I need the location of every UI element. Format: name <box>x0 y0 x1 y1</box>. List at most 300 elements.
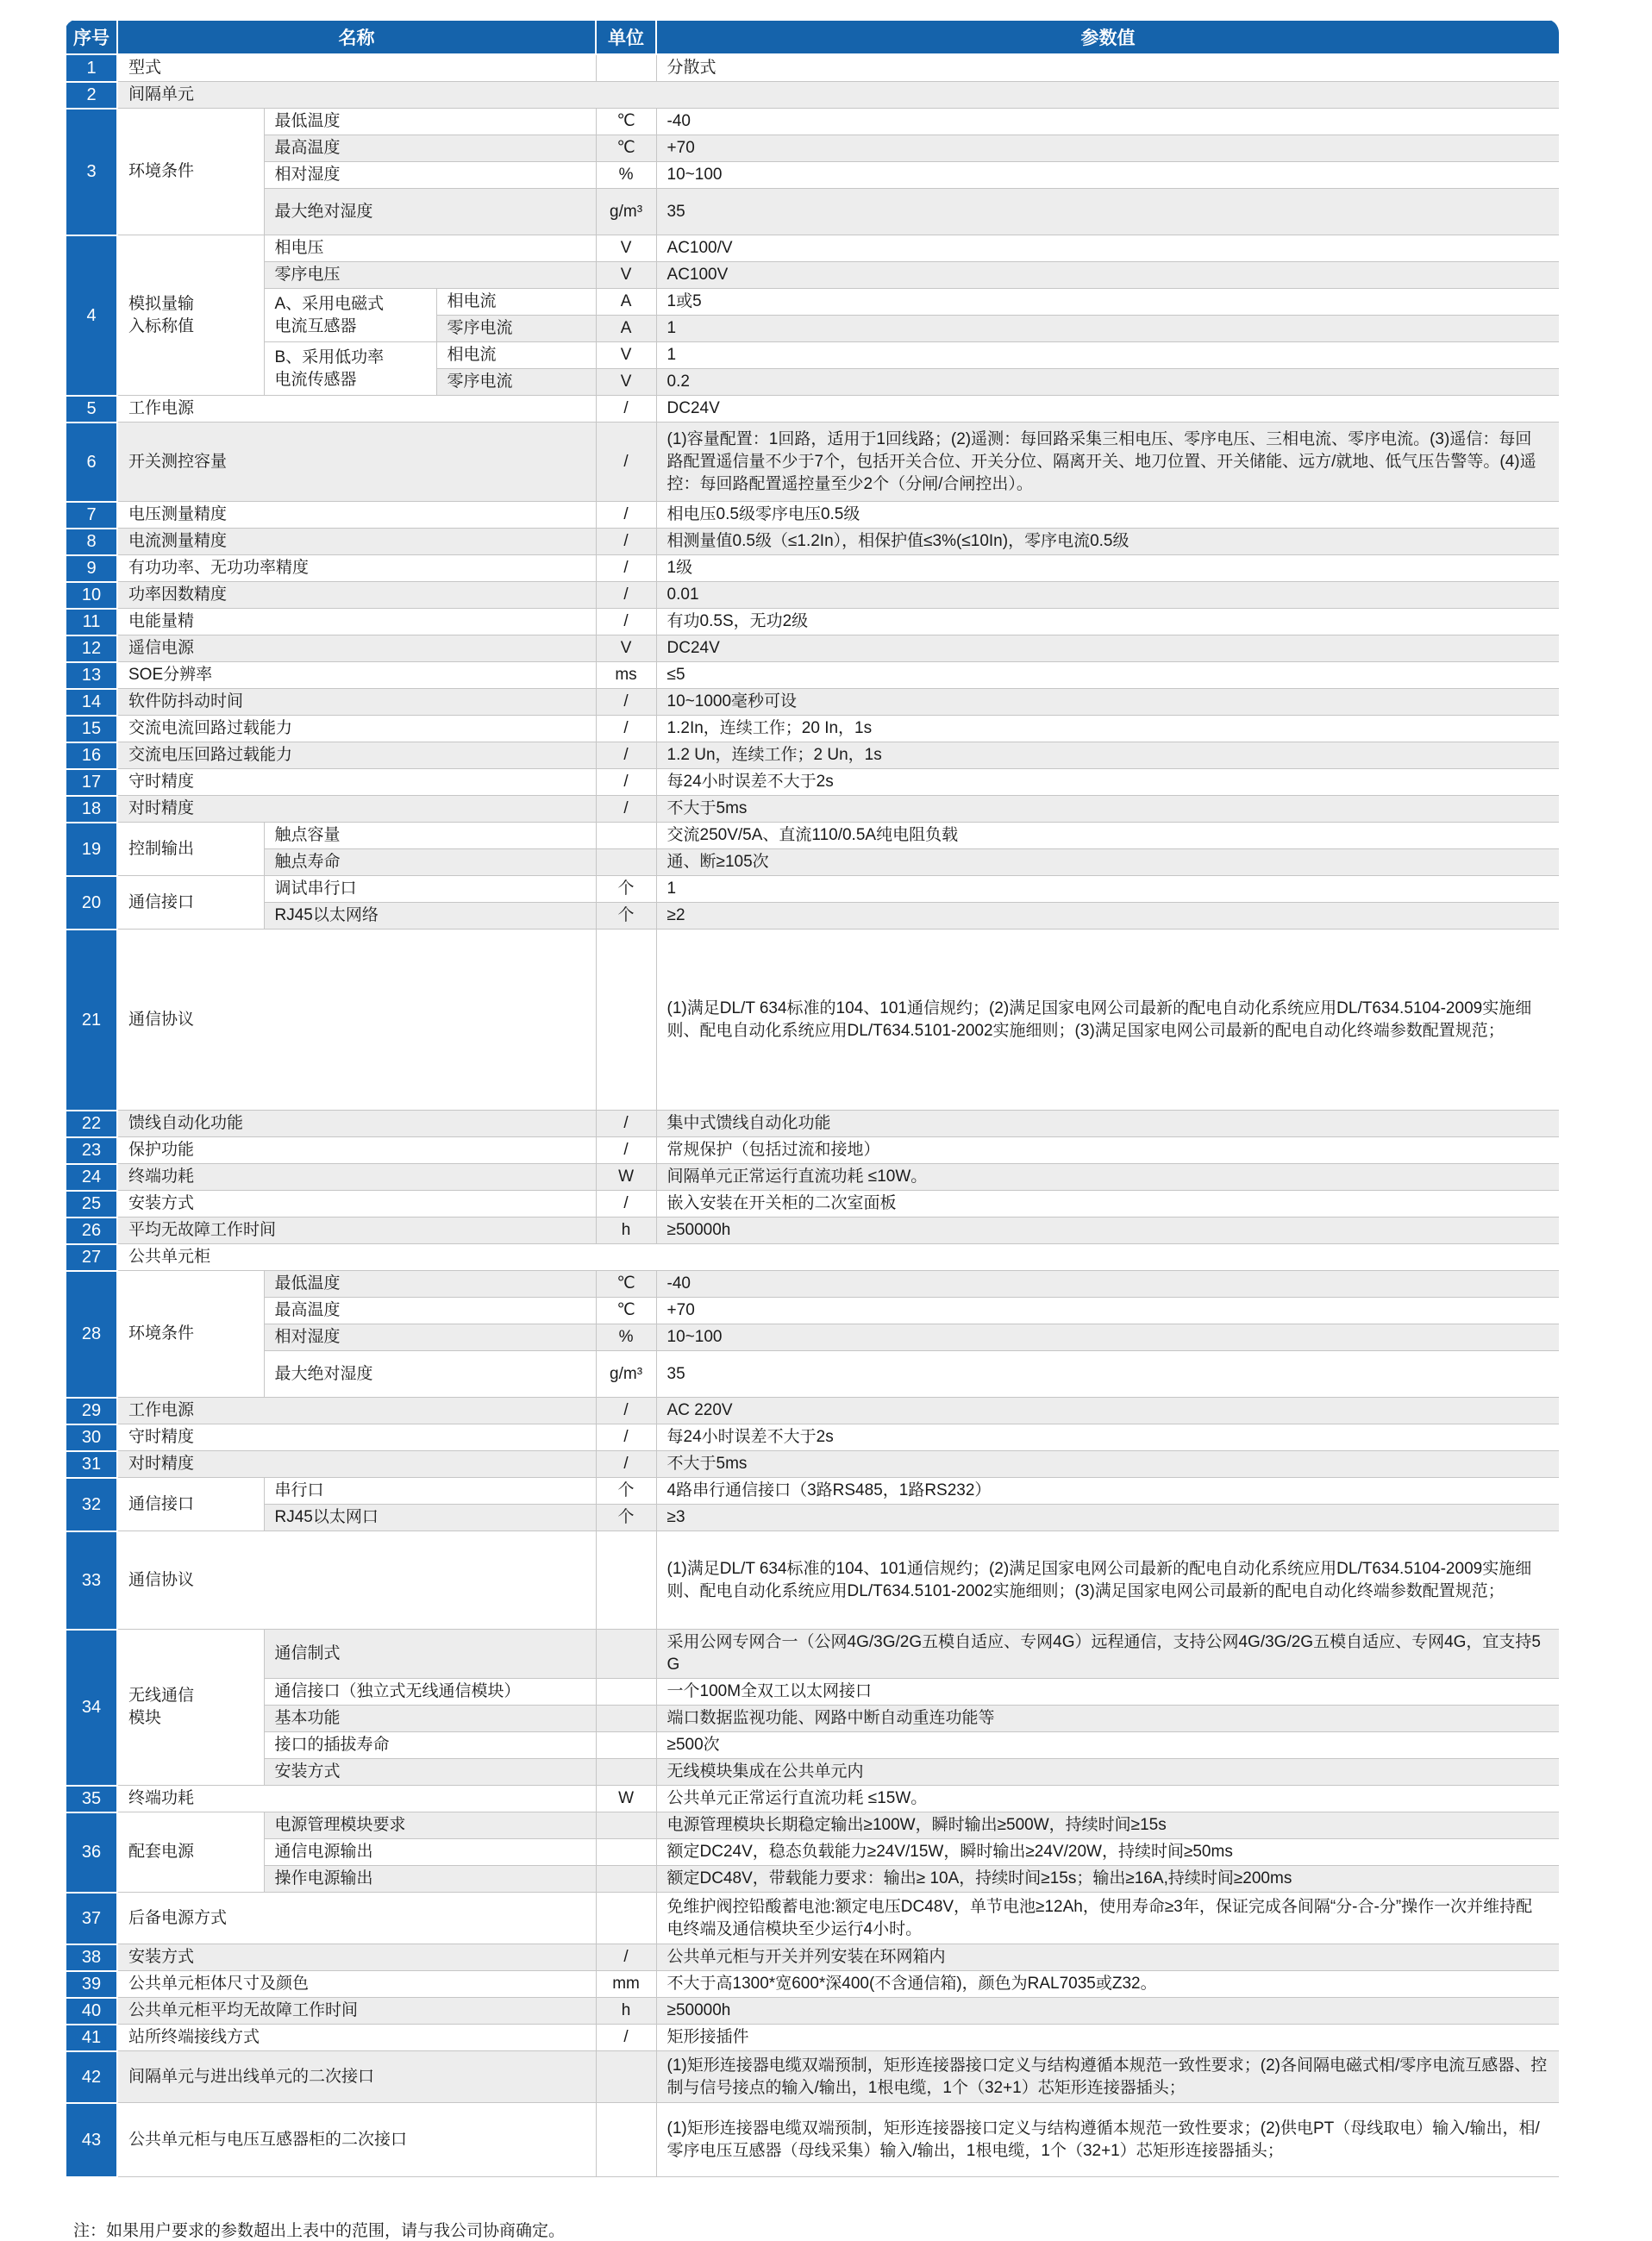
table-row <box>66 609 1559 635</box>
unit-cell: / <box>596 1111 656 1137</box>
row-number-cell: 32 <box>66 1478 117 1531</box>
unit-cell <box>596 2051 656 2103</box>
value-cell: ≥50000h <box>656 1998 1559 2025</box>
unit-cell: / <box>596 1191 656 1218</box>
name-group-cell: SOE分辨率 <box>117 662 596 689</box>
unit-cell: 个 <box>596 1478 656 1505</box>
row-number-cell: 21 <box>66 930 117 1111</box>
table-row <box>66 1478 1559 1505</box>
unit-cell <box>596 1630 656 1679</box>
unit-cell <box>596 1706 656 1732</box>
name-sub-cell: 通信制式 <box>264 1630 596 1679</box>
row-number-cell: 31 <box>66 1451 117 1478</box>
name-sub-cell: 相对湿度 <box>264 1324 596 1351</box>
value-cell: (1)矩形连接器电缆双端预制，矩形连接器接口定义与结构遵循本规范一致性要求；(2)供电PT（母线取电）输入/输出，相/零序电压互感器（母线采集）输入/输出，1根电缆，1个（32+1）芯矩形连接器插头； <box>656 2103 1559 2177</box>
row-number-cell: 42 <box>66 2051 117 2103</box>
name-group-cell: 守时精度 <box>117 1424 596 1451</box>
unit-cell: W <box>596 1786 656 1812</box>
unit-cell: mm <box>596 1971 656 1998</box>
unit-cell: / <box>596 1424 656 1451</box>
table-row <box>66 876 1559 903</box>
value-cell: (1)满足DL/T 634标准的104、101通信规约；(2)满足国家电网公司最新的配电自动化系统应用DL/T634.5104-2009实施细则、配电自动化系统应用DL/T634.5101-2002实施细则；(3)满足国家电网公司最新的配电自动化终端参数配置规范； <box>656 930 1559 1111</box>
table-row <box>66 1971 1559 1998</box>
row-number-cell: 22 <box>66 1111 117 1137</box>
name-sub-cell: RJ45以太网络 <box>264 903 596 930</box>
name-group-cell: 模拟量输入标称值 <box>117 235 264 396</box>
name-group-cell: 交流电压回路过载能力 <box>117 742 596 769</box>
table-row <box>66 635 1559 662</box>
unit-cell: / <box>596 796 656 823</box>
name-sub-cell: 最低温度 <box>264 109 596 135</box>
table-row <box>66 1244 1559 1271</box>
name-sub-cell: B、采用低功率电流传感器 <box>264 342 436 396</box>
unit-cell: ℃ <box>596 109 656 135</box>
value-cell: 10~100 <box>656 1324 1559 1351</box>
unit-cell: V <box>596 369 656 396</box>
value-cell: 1 <box>656 342 1559 369</box>
unit-cell: / <box>596 396 656 423</box>
row-number-cell: 25 <box>66 1191 117 1218</box>
table-row <box>66 235 1559 262</box>
name-group-cell: 保护功能 <box>117 1137 596 1164</box>
table-row <box>66 1759 1559 1786</box>
row-number-cell: 18 <box>66 796 117 823</box>
row-number-cell: 27 <box>66 1244 117 1271</box>
header-col-name: 名称 <box>117 20 596 54</box>
table-row <box>66 1398 1559 1424</box>
unit-cell: / <box>596 742 656 769</box>
table-row <box>66 1839 1559 1866</box>
name-sub-cell: 零序电压 <box>264 262 596 289</box>
value-cell: ≥500次 <box>656 1732 1559 1759</box>
value-cell: -40 <box>656 1271 1559 1298</box>
unit-cell: / <box>596 582 656 609</box>
unit-cell: / <box>596 1398 656 1424</box>
value-cell: 额定DC48V，带载能力要求：输出≥ 10A，持续时间≥15s；输出≥16A,持续时间≥200ms <box>656 1866 1559 1893</box>
unit-cell: V <box>596 635 656 662</box>
value-cell: 矩形接插件 <box>656 2025 1559 2051</box>
value-cell: 嵌入安装在开关柜的二次室面板 <box>656 1191 1559 1218</box>
header-col-index: 序号 <box>66 20 117 54</box>
unit-cell: ms <box>596 662 656 689</box>
unit-cell: 个 <box>596 1505 656 1531</box>
value-cell: 1.2 Un，连续工作；2 Un，1s <box>656 742 1559 769</box>
name-group-cell: 公共单元柜与电压互感器柜的二次接口 <box>117 2103 596 2177</box>
value-cell: 0.2 <box>656 369 1559 396</box>
value-cell: 10~100 <box>656 162 1559 189</box>
unit-cell <box>596 2103 656 2177</box>
table-row <box>66 162 1559 189</box>
name-group-cell: 馈线自动化功能 <box>117 1111 596 1137</box>
value-cell: +70 <box>656 135 1559 162</box>
name-group-cell: 交流电流回路过载能力 <box>117 716 596 742</box>
table-header-row <box>66 20 1559 54</box>
unit-cell: / <box>596 1944 656 1971</box>
unit-cell <box>596 54 656 82</box>
value-cell: ≥2 <box>656 903 1559 930</box>
unit-cell: % <box>596 162 656 189</box>
table-row <box>66 662 1559 689</box>
table-container <box>65 19 1559 2178</box>
name-group-cell: 后备电源方式 <box>117 1893 596 1944</box>
value-cell: 4路串行通信接口（3路RS485，1路RS232） <box>656 1478 1559 1505</box>
name-group-cell: 安装方式 <box>117 1191 596 1218</box>
header-col-value: 参数值 <box>656 20 1559 54</box>
name-subsub-cell: 零序电流 <box>436 369 596 396</box>
name-subsub-cell: 零序电流 <box>436 316 596 342</box>
value-cell: 相电压0.5级零序电压0.5级 <box>656 502 1559 529</box>
value-cell: 1 <box>656 316 1559 342</box>
row-number-cell: 17 <box>66 769 117 796</box>
row-number-cell: 1 <box>66 54 117 82</box>
value-cell: 公共单元正常运行直流功耗 ≤15W。 <box>656 1786 1559 1812</box>
table-row <box>66 396 1559 423</box>
unit-cell: h <box>596 1998 656 2025</box>
table-row <box>66 1218 1559 1244</box>
name-subsub-cell: 相电流 <box>436 342 596 369</box>
value-cell: 通、断≥105次 <box>656 849 1559 876</box>
unit-cell: % <box>596 1324 656 1351</box>
value-cell: 公共单元柜与开关并列安装在环网箱内 <box>656 1944 1559 1971</box>
value-cell: 1或5 <box>656 289 1559 316</box>
unit-cell: / <box>596 716 656 742</box>
row-number-cell: 30 <box>66 1424 117 1451</box>
row-number-cell: 15 <box>66 716 117 742</box>
table-row <box>66 423 1559 502</box>
value-cell: 集中式馈线自动化功能 <box>656 1111 1559 1137</box>
name-sub-cell: 通信接口（独立式无线通信模块） <box>264 1679 596 1706</box>
name-group-cell: 遥信电源 <box>117 635 596 662</box>
value-cell: (1)满足DL/T 634标准的104、101通信规约；(2)满足国家电网公司最新的配电自动化系统应用DL/T634.5104-2009实施细则、配电自动化系统应用DL/T634.5101-2002实施细则；(3)满足国家电网公司最新的配电自动化终端参数配置规范； <box>656 1531 1559 1630</box>
unit-cell: / <box>596 502 656 529</box>
value-cell: +70 <box>656 1298 1559 1324</box>
table-row <box>66 289 1559 316</box>
row-number-cell: 12 <box>66 635 117 662</box>
table-row <box>66 109 1559 135</box>
value-cell: AC100/V <box>656 235 1559 262</box>
row-number-cell: 41 <box>66 2025 117 2051</box>
value-cell: AC 220V <box>656 1398 1559 1424</box>
section-title-cell: 公共单元柜 <box>117 1244 1559 1271</box>
table-row <box>66 1786 1559 1812</box>
name-group-cell: 开关测控容量 <box>117 423 596 502</box>
name-group-cell: 环境条件 <box>117 1271 264 1398</box>
table-row <box>66 582 1559 609</box>
row-number-cell: 5 <box>66 396 117 423</box>
name-group-cell: 守时精度 <box>117 769 596 796</box>
value-cell: 每24小时误差不大于2s <box>656 1424 1559 1451</box>
header-col-unit: 单位 <box>596 20 656 54</box>
row-number-cell: 33 <box>66 1531 117 1630</box>
unit-cell <box>596 1732 656 1759</box>
value-cell: 常规保护（包括过流和接地） <box>656 1137 1559 1164</box>
row-number-cell: 23 <box>66 1137 117 1164</box>
value-cell: 分散式 <box>656 54 1559 82</box>
row-number-cell: 8 <box>66 529 117 555</box>
name-sub-cell: 相电压 <box>264 235 596 262</box>
unit-cell <box>596 849 656 876</box>
table-row <box>66 742 1559 769</box>
table-row <box>66 1164 1559 1191</box>
table-row <box>66 1944 1559 1971</box>
value-cell: 端口数据监视功能、网路中断自动重连功能等 <box>656 1706 1559 1732</box>
unit-cell: V <box>596 342 656 369</box>
unit-cell: ℃ <box>596 1271 656 1298</box>
unit-cell: A <box>596 289 656 316</box>
name-sub-cell: 基本功能 <box>264 1706 596 1732</box>
value-cell: 无线模块集成在公共单元内 <box>656 1759 1559 1786</box>
row-number-cell: 20 <box>66 876 117 930</box>
name-group-cell: 公共单元柜体尺寸及颜色 <box>117 1971 596 1998</box>
row-number-cell: 26 <box>66 1218 117 1244</box>
row-number-cell: 36 <box>66 1812 117 1893</box>
table-row <box>66 1351 1559 1398</box>
table-row <box>66 930 1559 1111</box>
name-sub-cell: 接口的插拔寿命 <box>264 1732 596 1759</box>
table-row <box>66 1679 1559 1706</box>
unit-cell: / <box>596 769 656 796</box>
table-row <box>66 342 1559 369</box>
name-sub-cell: 最高温度 <box>264 135 596 162</box>
unit-cell: / <box>596 1451 656 1478</box>
unit-cell: 个 <box>596 903 656 930</box>
unit-cell <box>596 1812 656 1839</box>
table-row <box>66 1630 1559 1679</box>
row-number-cell: 16 <box>66 742 117 769</box>
row-number-cell: 11 <box>66 609 117 635</box>
value-cell: AC100V <box>656 262 1559 289</box>
table-row <box>66 1998 1559 2025</box>
table-row <box>66 2025 1559 2051</box>
name-group-cell: 终端功耗 <box>117 1164 596 1191</box>
table-row <box>66 1893 1559 1944</box>
name-group-cell: 通信接口 <box>117 1478 264 1531</box>
value-cell: -40 <box>656 109 1559 135</box>
row-number-cell: 40 <box>66 1998 117 2025</box>
footnote-note: 注：如果用户要求的参数超出上表中的范围，请与我公司协商确定。 <box>73 2221 566 2240</box>
unit-cell: h <box>596 1218 656 1244</box>
table-row <box>66 82 1559 109</box>
table-body <box>66 54 1559 2177</box>
table-row <box>66 689 1559 716</box>
name-group-cell: 对时精度 <box>117 1451 596 1478</box>
unit-cell: 个 <box>596 876 656 903</box>
name-sub-cell: 最大绝对湿度 <box>264 189 596 235</box>
unit-cell <box>596 930 656 1111</box>
value-cell: ≥3 <box>656 1505 1559 1531</box>
name-sub-cell: 电源管理模块要求 <box>264 1812 596 1839</box>
unit-cell: g/m³ <box>596 1351 656 1398</box>
name-group-cell: 对时精度 <box>117 796 596 823</box>
name-sub-cell: 最大绝对湿度 <box>264 1351 596 1398</box>
row-number-cell: 19 <box>66 823 117 876</box>
unit-cell <box>596 1759 656 1786</box>
value-cell: 0.01 <box>656 582 1559 609</box>
value-cell: 每24小时误差不大于2s <box>656 769 1559 796</box>
table-row <box>66 1732 1559 1759</box>
unit-cell: g/m³ <box>596 189 656 235</box>
value-cell: 间隔单元正常运行直流功耗 ≤10W。 <box>656 1164 1559 1191</box>
name-group-cell: 工作电源 <box>117 396 596 423</box>
unit-cell: V <box>596 262 656 289</box>
value-cell: 1 <box>656 876 1559 903</box>
name-group-cell: 站所终端接线方式 <box>117 2025 596 2051</box>
table-row <box>66 1191 1559 1218</box>
value-cell: (1)矩形连接器电缆双端预制，矩形连接器接口定义与结构遵循本规范一致性要求；(2)各间隔电磁式相/零序电流互感器、控制与信号接点的输入/输出，1根电缆，1个（32+1）芯矩形连接器插头； <box>656 2051 1559 2103</box>
name-group-cell: 安装方式 <box>117 1944 596 1971</box>
spec-table <box>65 19 1559 2178</box>
row-number-cell: 29 <box>66 1398 117 1424</box>
row-number-cell: 34 <box>66 1630 117 1786</box>
table-row <box>66 1137 1559 1164</box>
value-cell: 10~1000毫秒可设 <box>656 689 1559 716</box>
unit-cell: W <box>596 1164 656 1191</box>
name-sub-cell: 最低温度 <box>264 1271 596 1298</box>
table-row <box>66 1866 1559 1893</box>
value-cell: DC24V <box>656 635 1559 662</box>
name-group-cell: 功率因数精度 <box>117 582 596 609</box>
value-cell: DC24V <box>656 396 1559 423</box>
table-row <box>66 1298 1559 1324</box>
value-cell: 1级 <box>656 555 1559 582</box>
name-group-cell: 通信协议 <box>117 1531 596 1630</box>
unit-cell: / <box>596 609 656 635</box>
name-sub-cell: 最高温度 <box>264 1298 596 1324</box>
name-sub-cell: 相对湿度 <box>264 162 596 189</box>
name-sub-cell: 串行口 <box>264 1478 596 1505</box>
unit-cell: ℃ <box>596 135 656 162</box>
table-row <box>66 2103 1559 2177</box>
table-row <box>66 1111 1559 1137</box>
unit-cell: / <box>596 529 656 555</box>
name-group-cell: 间隔单元与进出线单元的二次接口 <box>117 2051 596 2103</box>
table-row <box>66 716 1559 742</box>
name-group-cell: 电能量精 <box>117 609 596 635</box>
table-row <box>66 1324 1559 1351</box>
table-row <box>66 1531 1559 1630</box>
row-number-cell: 35 <box>66 1786 117 1812</box>
name-sub-cell: 安装方式 <box>264 1759 596 1786</box>
row-number-cell: 7 <box>66 502 117 529</box>
value-cell: 一个100M全双工以太网接口 <box>656 1679 1559 1706</box>
row-number-cell: 38 <box>66 1944 117 1971</box>
unit-cell: V <box>596 235 656 262</box>
row-number-cell: 37 <box>66 1893 117 1944</box>
unit-cell <box>596 1866 656 1893</box>
row-number-cell: 39 <box>66 1971 117 1998</box>
row-number-cell: 2 <box>66 82 117 109</box>
value-cell: 有功0.5S，无功2级 <box>656 609 1559 635</box>
table-row <box>66 2051 1559 2103</box>
table-row <box>66 189 1559 235</box>
table-row <box>66 1271 1559 1298</box>
value-cell: (1)容量配置：1回路，适用于1回线路；(2)遥测：每回路采集三相电压、零序电压、三相电流、零序电流。(3)遥信：每回路配置遥信量不少于7个，包括开关合位、开关分位、隔离开关、地刀位置、开关储能、远方/就地、低气压告警等。(4)遥控：每回路配置遥控量至少2个（分闸/合闸控出）。 <box>656 423 1559 502</box>
unit-cell <box>596 1531 656 1630</box>
unit-cell <box>596 1893 656 1944</box>
value-cell: 额定DC24V，稳态负载能力≥24V/15W，瞬时输出≥24V/20W，持续时间≥50ms <box>656 1839 1559 1866</box>
name-group-cell: 有功功率、无功功率精度 <box>117 555 596 582</box>
name-group-cell: 电压测量精度 <box>117 502 596 529</box>
unit-cell: ℃ <box>596 1298 656 1324</box>
unit-cell: / <box>596 555 656 582</box>
name-group-cell: 型式 <box>117 54 596 82</box>
name-group-cell: 公共单元柜平均无故障工作时间 <box>117 1998 596 2025</box>
name-sub-cell: A、采用电磁式电流互感器 <box>264 289 436 342</box>
table-row <box>66 1812 1559 1839</box>
row-number-cell: 9 <box>66 555 117 582</box>
name-sub-cell: 操作电源输出 <box>264 1866 596 1893</box>
table-row <box>66 54 1559 82</box>
name-subsub-cell: 相电流 <box>436 289 596 316</box>
table-row <box>66 769 1559 796</box>
name-sub-cell: 通信电源输出 <box>264 1839 596 1866</box>
name-group-cell: 通信协议 <box>117 930 596 1111</box>
value-cell: 交流250V/5A、直流110/0.5A纯电阻负载 <box>656 823 1559 849</box>
table-row <box>66 823 1559 849</box>
row-number-cell: 43 <box>66 2103 117 2177</box>
row-number-cell: 10 <box>66 582 117 609</box>
table-row <box>66 1706 1559 1732</box>
table-row <box>66 1505 1559 1531</box>
row-number-cell: 6 <box>66 423 117 502</box>
unit-cell <box>596 823 656 849</box>
name-group-cell: 平均无故障工作时间 <box>117 1218 596 1244</box>
name-group-cell: 终端功耗 <box>117 1786 596 1812</box>
unit-cell: / <box>596 689 656 716</box>
table-row <box>66 1451 1559 1478</box>
unit-cell <box>596 1679 656 1706</box>
value-cell: 电源管理模块长期稳定输出≥100W，瞬时输出≥500W，持续时间≥15s <box>656 1812 1559 1839</box>
value-cell: 不大于高1300*宽600*深400(不含通信箱)，颜色为RAL7035或Z32。 <box>656 1971 1559 1998</box>
row-number-cell: 4 <box>66 235 117 396</box>
unit-cell: / <box>596 423 656 502</box>
value-cell: 相测量值0.5级（≤1.2In），相保护值≤3%(≤10In)，零序电流0.5级 <box>656 529 1559 555</box>
value-cell: 不大于5ms <box>656 796 1559 823</box>
row-number-cell: 3 <box>66 109 117 235</box>
value-cell: ≤5 <box>656 662 1559 689</box>
spec-sheet <box>65 19 1559 2241</box>
name-group-cell: 环境条件 <box>117 109 264 235</box>
name-sub-cell: RJ45以太网口 <box>264 1505 596 1531</box>
name-group-cell: 通信接口 <box>117 876 264 930</box>
name-group-cell: 工作电源 <box>117 1398 596 1424</box>
table-row <box>66 502 1559 529</box>
table-row <box>66 555 1559 582</box>
table-row <box>66 903 1559 930</box>
value-cell: 免维护阀控铅酸蓄电池:额定电压DC48V，单节电池≥12Ah，使用寿命≥3年，保证完成各间隔“分-合-分”操作一次并维持配电终端及通信模块至少运行4小时。 <box>656 1893 1559 1944</box>
name-sub-cell: 触点容量 <box>264 823 596 849</box>
unit-cell: A <box>596 316 656 342</box>
name-group-cell: 配套电源 <box>117 1812 264 1893</box>
value-cell: 35 <box>656 1351 1559 1398</box>
value-cell: 不大于5ms <box>656 1451 1559 1478</box>
name-sub-cell: 调试串行口 <box>264 876 596 903</box>
table-row <box>66 796 1559 823</box>
value-cell: 1.2In，连续工作；20 In，1s <box>656 716 1559 742</box>
row-number-cell: 24 <box>66 1164 117 1191</box>
row-number-cell: 13 <box>66 662 117 689</box>
name-group-cell: 电流测量精度 <box>117 529 596 555</box>
section-title-cell: 间隔单元 <box>117 82 1559 109</box>
row-number-cell: 28 <box>66 1271 117 1398</box>
table-row <box>66 135 1559 162</box>
table-row <box>66 1424 1559 1451</box>
table-row <box>66 529 1559 555</box>
name-group-cell: 控制输出 <box>117 823 264 876</box>
name-group-cell: 无线通信模块 <box>117 1630 264 1786</box>
unit-cell: / <box>596 2025 656 2051</box>
value-cell: ≥50000h <box>656 1218 1559 1244</box>
